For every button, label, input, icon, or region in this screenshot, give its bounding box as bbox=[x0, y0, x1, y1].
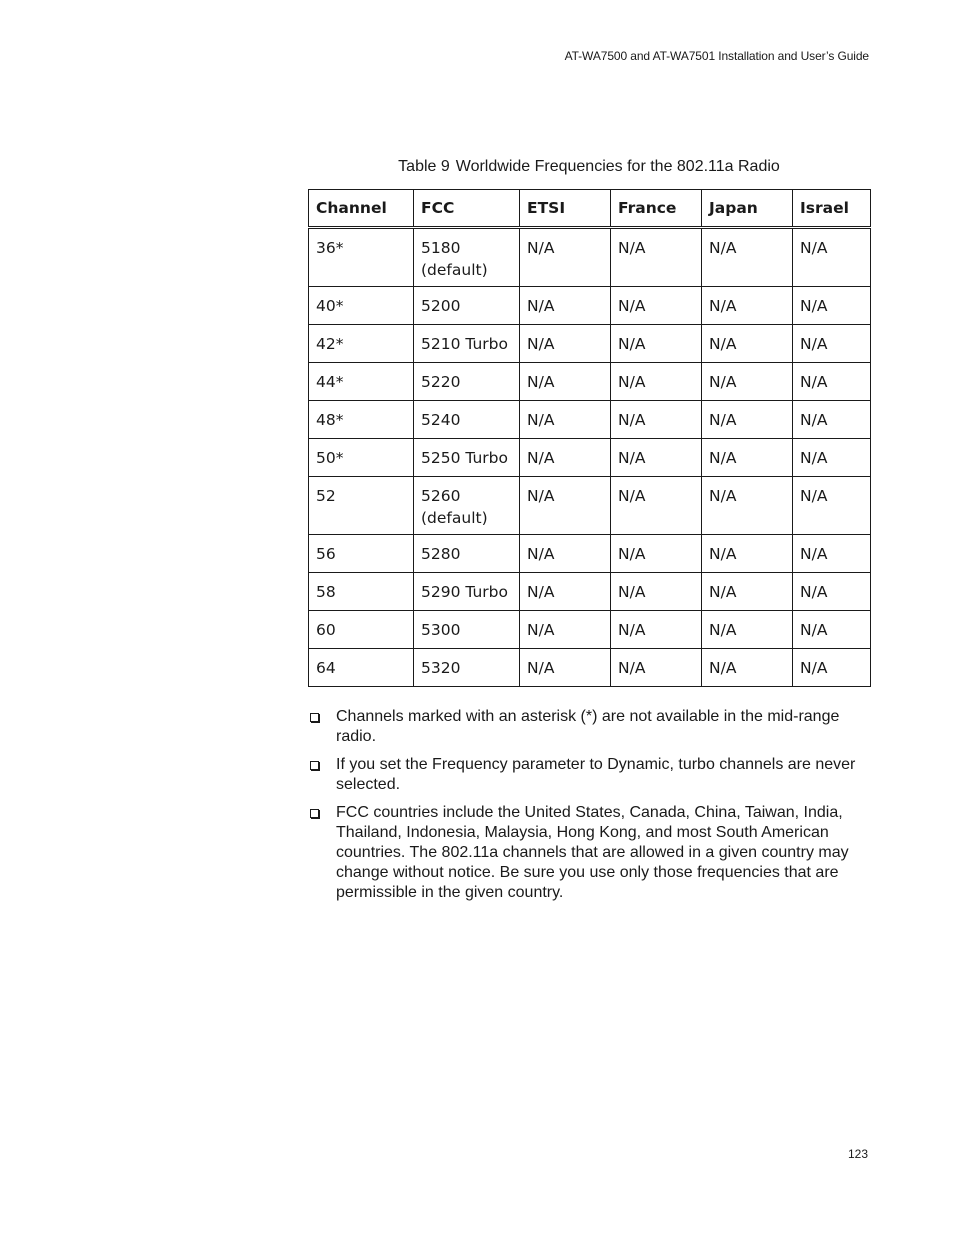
table-cell: N/A bbox=[611, 535, 702, 573]
checkbox-bullet-icon bbox=[310, 761, 319, 770]
table-cell: N/A bbox=[520, 439, 611, 477]
column-header-fcc: FCC bbox=[414, 190, 520, 228]
table-row bbox=[309, 363, 871, 401]
table-caption-title: Worldwide Frequencies for the 802.11a Radio bbox=[455, 158, 780, 175]
column-header-israel: Israel bbox=[793, 190, 871, 228]
page-number: 123 bbox=[847, 1147, 868, 1161]
table-cell: N/A bbox=[793, 573, 871, 611]
table-cell: N/A bbox=[702, 363, 793, 401]
table-cell: N/A bbox=[702, 573, 793, 611]
table-cell: N/A bbox=[611, 611, 702, 649]
table-cell: 58 bbox=[309, 573, 414, 611]
table-row bbox=[309, 325, 871, 363]
table-cell: N/A bbox=[611, 573, 702, 611]
table-cell: 60 bbox=[309, 611, 414, 649]
table-cell: 5260 (default) bbox=[414, 477, 520, 535]
table-row bbox=[309, 439, 871, 477]
table-cell: N/A bbox=[793, 363, 871, 401]
table-cell: N/A bbox=[611, 363, 702, 401]
table-cell: 50* bbox=[309, 439, 414, 477]
table-cell: N/A bbox=[702, 228, 793, 287]
note-item bbox=[308, 707, 870, 747]
table-cell: N/A bbox=[611, 401, 702, 439]
column-header-japan: Japan bbox=[702, 190, 793, 228]
table-cell: N/A bbox=[702, 439, 793, 477]
table-cell: N/A bbox=[702, 535, 793, 573]
table-cell: N/A bbox=[702, 649, 793, 687]
table-caption-label: Table 9 bbox=[398, 158, 450, 175]
table-cell: N/A bbox=[520, 287, 611, 325]
table-cell: 5300 bbox=[414, 611, 520, 649]
table-cell: N/A bbox=[793, 287, 871, 325]
table-cell: N/A bbox=[520, 363, 611, 401]
table-cell: 5180 (default) bbox=[414, 228, 520, 287]
table-row bbox=[309, 535, 871, 573]
table-cell: N/A bbox=[611, 439, 702, 477]
table-cell: N/A bbox=[611, 325, 702, 363]
column-header-france: France bbox=[611, 190, 702, 228]
table-caption bbox=[308, 158, 870, 176]
table-cell: 5320 bbox=[414, 649, 520, 687]
table-cell: N/A bbox=[520, 228, 611, 287]
table-cell: 44* bbox=[309, 363, 414, 401]
table-header-row bbox=[309, 190, 871, 228]
table-cell: N/A bbox=[520, 477, 611, 535]
table-cell: 5280 bbox=[414, 535, 520, 573]
note-text: FCC countries include the United States, Canada, China, Taiwan, India, Thailand, Indonesia, Malaysia, Hong Kong, and most South American countries. The 802.11a channels that are allowed in a given country may change without notice. Be sure you use only those frequencies that are permissible in the given country. bbox=[336, 804, 849, 901]
table-cell: 52 bbox=[309, 477, 414, 535]
table-row bbox=[309, 611, 871, 649]
table-cell: N/A bbox=[520, 535, 611, 573]
table-cell: 5240 bbox=[414, 401, 520, 439]
table-cell: N/A bbox=[520, 325, 611, 363]
table-cell: N/A bbox=[702, 477, 793, 535]
table-cell: N/A bbox=[520, 573, 611, 611]
table-cell: 56 bbox=[309, 535, 414, 573]
table-cell: N/A bbox=[702, 401, 793, 439]
table-cell: 5290 Turbo bbox=[414, 573, 520, 611]
running-header: AT-WA7500 and AT-WA7501 Installation and User’s Guide bbox=[564, 49, 869, 63]
note-text: If you set the Frequency parameter to Dynamic, turbo channels are never selected. bbox=[336, 756, 856, 793]
table-cell: 5220 bbox=[414, 363, 520, 401]
checkbox-bullet-icon bbox=[310, 713, 319, 722]
table-cell: N/A bbox=[793, 649, 871, 687]
note-item bbox=[308, 803, 870, 903]
frequency-table bbox=[308, 189, 871, 687]
table-cell: N/A bbox=[520, 611, 611, 649]
table-row bbox=[309, 573, 871, 611]
table-cell: 5210 Turbo bbox=[414, 325, 520, 363]
table-row bbox=[309, 287, 871, 325]
table-cell: N/A bbox=[702, 287, 793, 325]
table-cell: 48* bbox=[309, 401, 414, 439]
table-row bbox=[309, 228, 871, 287]
table-cell: N/A bbox=[793, 228, 871, 287]
table-cell: N/A bbox=[520, 401, 611, 439]
table-cell: N/A bbox=[793, 611, 871, 649]
notes-list bbox=[308, 707, 870, 911]
table-row bbox=[309, 477, 871, 535]
table-cell: N/A bbox=[611, 287, 702, 325]
checkbox-bullet-icon bbox=[310, 809, 319, 818]
table-cell: N/A bbox=[702, 611, 793, 649]
table-cell: N/A bbox=[611, 649, 702, 687]
table-cell: N/A bbox=[702, 325, 793, 363]
table-cell: 64 bbox=[309, 649, 414, 687]
table-cell: N/A bbox=[793, 325, 871, 363]
table-cell: N/A bbox=[611, 228, 702, 287]
table-cell: N/A bbox=[520, 649, 611, 687]
note-item bbox=[308, 755, 870, 795]
table-cell: N/A bbox=[793, 401, 871, 439]
table-cell: N/A bbox=[793, 439, 871, 477]
column-header-etsi: ETSI bbox=[520, 190, 611, 228]
table-cell: 5250 Turbo bbox=[414, 439, 520, 477]
table-row bbox=[309, 649, 871, 687]
table-cell: 40* bbox=[309, 287, 414, 325]
column-header-channel: Channel bbox=[309, 190, 414, 228]
table-cell: N/A bbox=[793, 477, 871, 535]
table-cell: N/A bbox=[611, 477, 702, 535]
table-cell: N/A bbox=[793, 535, 871, 573]
table-cell: 5200 bbox=[414, 287, 520, 325]
table-cell: 36* bbox=[309, 228, 414, 287]
table-cell: 42* bbox=[309, 325, 414, 363]
note-text: Channels marked with an asterisk (*) are not available in the mid-range radio. bbox=[336, 708, 840, 745]
table-row bbox=[309, 401, 871, 439]
